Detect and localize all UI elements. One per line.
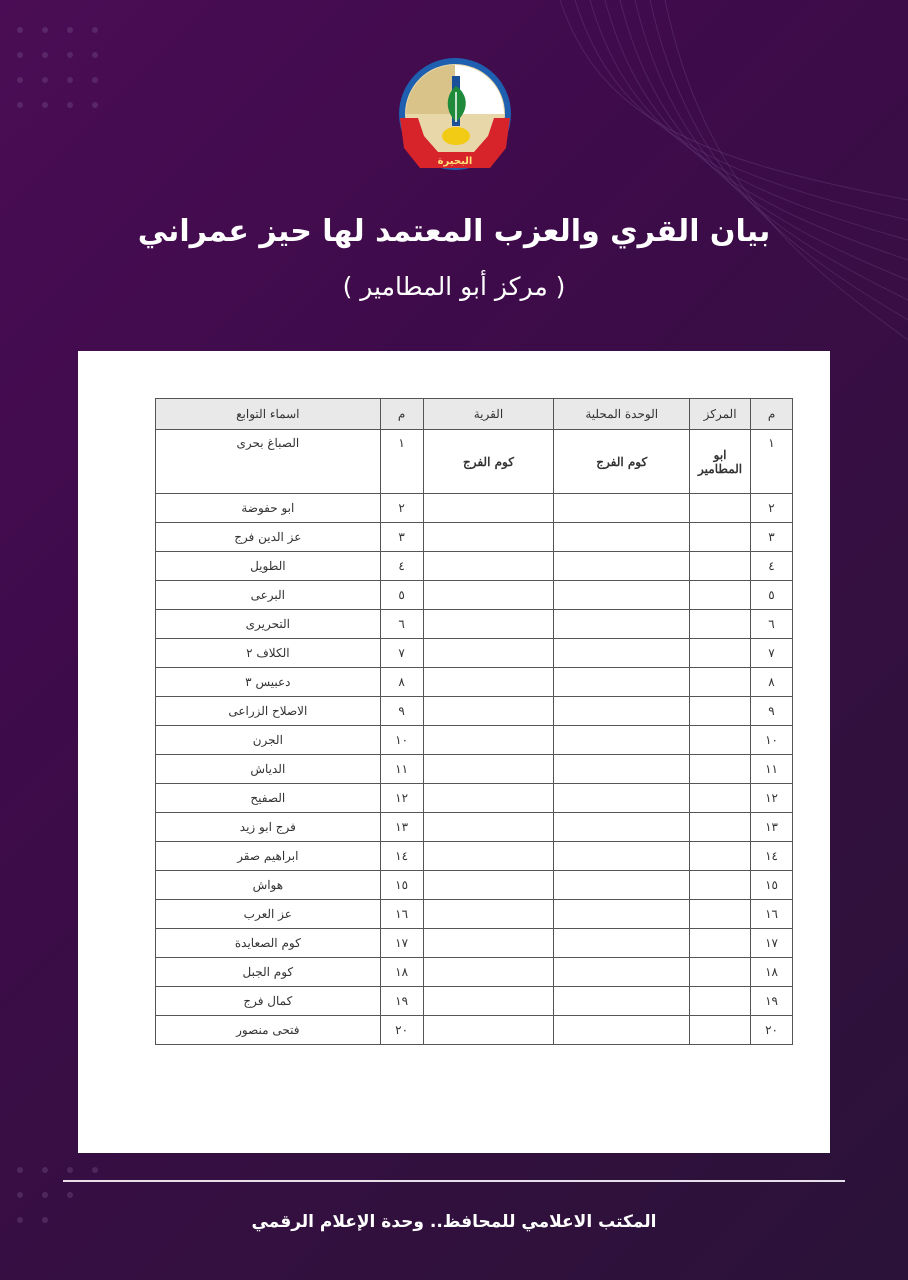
village-name-cell: كمال فرج — [156, 987, 381, 1016]
table-row — [156, 523, 793, 552]
table-row — [156, 552, 793, 581]
sub-num-cell: ٧ — [380, 639, 423, 668]
sub-num-cell: ١٧ — [380, 929, 423, 958]
sub-num-cell: ١٤ — [380, 842, 423, 871]
village-name-cell: فتحى منصور — [156, 1016, 381, 1045]
governorate-logo — [394, 56, 516, 178]
village-name-cell: الاصلاح الزراعى — [156, 697, 381, 726]
village-name-cell: الدياش — [156, 755, 381, 784]
village-name-cell: ابو حفوضة — [156, 494, 381, 523]
villages-table — [155, 398, 793, 1045]
sub-num-cell: ١١ — [380, 755, 423, 784]
row-num: ١٢ — [751, 784, 793, 813]
row-num: ١٣ — [751, 813, 793, 842]
sub-num-cell: ١٣ — [380, 813, 423, 842]
row-num: ١٤ — [751, 842, 793, 871]
footer-credit: المكتب الاعلامي للمحافظ.. وحدة الإعلام الرقمي — [251, 1212, 657, 1232]
village-name-cell: الصفيح — [156, 784, 381, 813]
row-num: ١١ — [751, 755, 793, 784]
row-num: ١٧ — [751, 929, 793, 958]
table-row — [156, 842, 793, 871]
sub-num-cell: ١٢ — [380, 784, 423, 813]
sub-num-cell: ١٨ — [380, 958, 423, 987]
table-row — [156, 784, 793, 813]
row-num: ٢٠ — [751, 1016, 793, 1045]
page-subtitle: ( مركز أبو المطامير ) — [342, 272, 566, 301]
page-title: بيان القري والعزب المعتمد لها حيز عمراني — [137, 214, 771, 249]
sub-num-cell: ٨ — [380, 668, 423, 697]
village-name-cell: الصباغ بحرى — [156, 430, 381, 494]
header-names: اسماء التوابع — [156, 399, 381, 430]
row-num: ٣ — [751, 523, 793, 552]
table-row — [156, 958, 793, 987]
row-num: ١٨ — [751, 958, 793, 987]
sub-num-cell: ٣ — [380, 523, 423, 552]
village-name-cell: التحريرى — [156, 610, 381, 639]
table-row — [156, 668, 793, 697]
qarya-cell: كوم الفرج — [423, 430, 554, 494]
village-name-cell: الطويل — [156, 552, 381, 581]
village-name-cell: كوم الصعايدة — [156, 929, 381, 958]
row-num: ٨ — [751, 668, 793, 697]
sub-num-cell: ٥ — [380, 581, 423, 610]
table-row — [156, 1016, 793, 1045]
village-name-cell: عز الدين فرج — [156, 523, 381, 552]
village-name-cell: ابراهيم صقر — [156, 842, 381, 871]
sub-num-cell: ١٦ — [380, 900, 423, 929]
village-name-cell: الجرن — [156, 726, 381, 755]
table-row — [156, 726, 793, 755]
sub-num-cell: ٢ — [380, 494, 423, 523]
row-num: ٩ — [751, 697, 793, 726]
table-row — [156, 697, 793, 726]
village-name-cell: الكلاف ٢ — [156, 639, 381, 668]
header-qarya: القرية — [423, 399, 554, 430]
sub-num-cell: ٩ — [380, 697, 423, 726]
header-markaz: المركز — [690, 399, 751, 430]
row-num: ٢ — [751, 494, 793, 523]
wehda-cell: كوم الفرج — [554, 430, 690, 494]
row-num: ١٦ — [751, 900, 793, 929]
sub-num-cell: ٤ — [380, 552, 423, 581]
row-num: ١٩ — [751, 987, 793, 1016]
header-num: م — [751, 399, 793, 430]
sub-num-cell: ٦ — [380, 610, 423, 639]
footer-divider — [63, 1180, 845, 1182]
row-num: ١ — [751, 430, 793, 494]
table-row — [156, 929, 793, 958]
row-num: ١٥ — [751, 871, 793, 900]
row-num: ٥ — [751, 581, 793, 610]
table-row — [156, 987, 793, 1016]
sub-num-cell: ١٠ — [380, 726, 423, 755]
logo-text: البحيرة — [437, 156, 473, 167]
village-name-cell: عز العرب — [156, 900, 381, 929]
document-sheet — [78, 351, 830, 1153]
markaz-cell: ابو المطامير — [690, 430, 751, 494]
table-row — [156, 430, 793, 494]
table-row — [156, 755, 793, 784]
sub-num-cell: ١٥ — [380, 871, 423, 900]
village-name-cell: كوم الجبل — [156, 958, 381, 987]
village-name-cell: فرج ابو زيد — [156, 813, 381, 842]
row-num: ٦ — [751, 610, 793, 639]
sub-num-cell: ١٩ — [380, 987, 423, 1016]
village-name-cell: هواش — [156, 871, 381, 900]
table-row — [156, 494, 793, 523]
header-wehda: الوحدة المحلية — [554, 399, 690, 430]
row-num: ٤ — [751, 552, 793, 581]
table-row — [156, 871, 793, 900]
header-sub-num: م — [380, 399, 423, 430]
row-num: ١٠ — [751, 726, 793, 755]
table-row — [156, 581, 793, 610]
village-name-cell: البرعى — [156, 581, 381, 610]
table-row — [156, 639, 793, 668]
table-row — [156, 610, 793, 639]
sub-num-cell: ٢٠ — [380, 1016, 423, 1045]
sub-num-cell: ١ — [380, 430, 423, 494]
row-num: ٧ — [751, 639, 793, 668]
table-row — [156, 813, 793, 842]
table-row — [156, 900, 793, 929]
table-header-row — [156, 399, 793, 430]
village-name-cell: دعبيس ٣ — [156, 668, 381, 697]
